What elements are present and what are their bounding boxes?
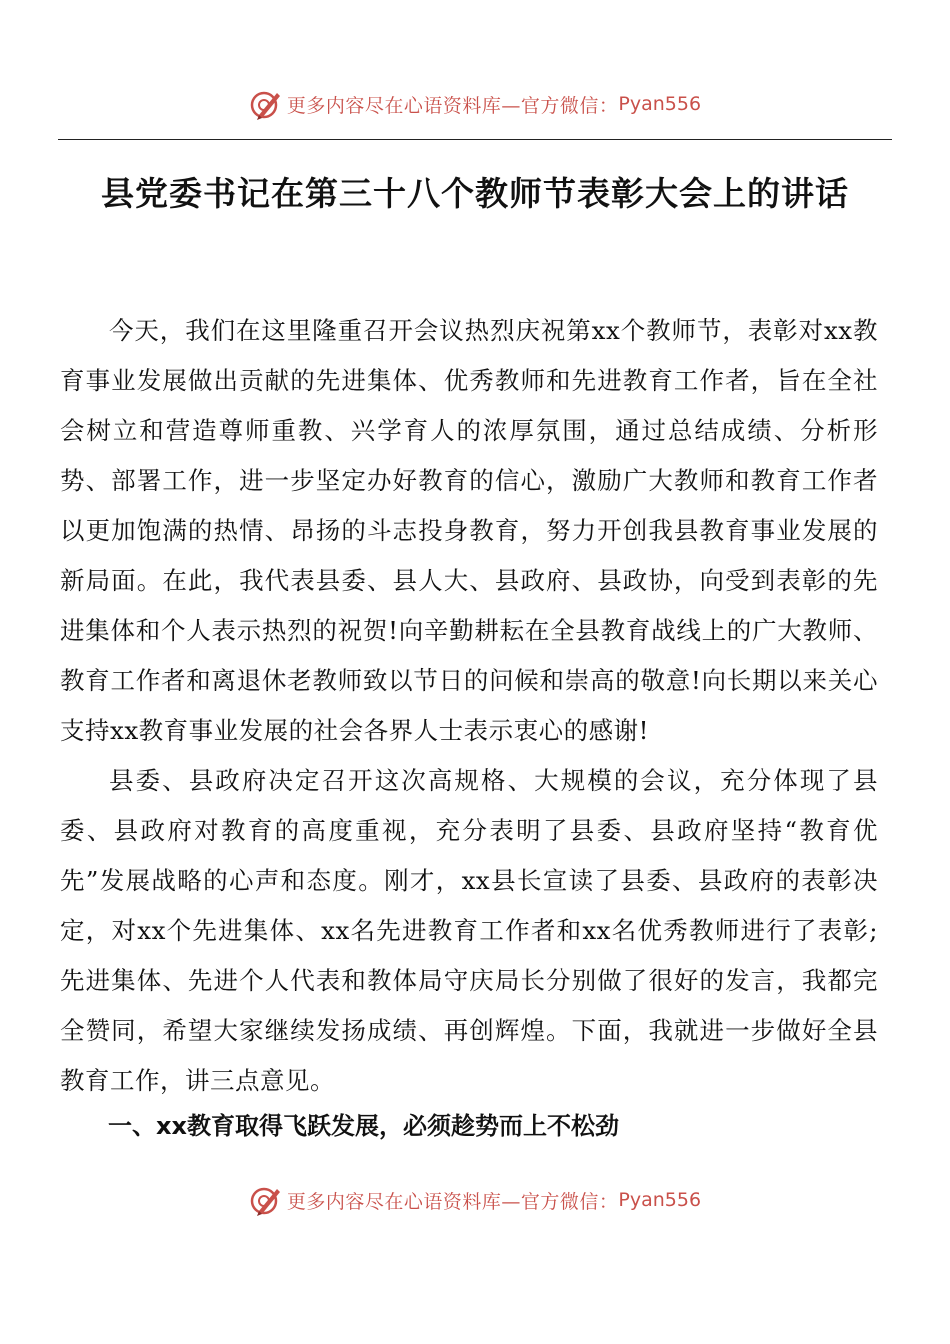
watermark-wechat-id: Pyan556 [618, 1189, 702, 1211]
watermark-text: 更多内容尽在心语资料库—官方微信： [286, 94, 619, 117]
document-body [60, 306, 878, 1106]
watermark-text: 更多内容尽在心语资料库—官方微信： [286, 1190, 619, 1213]
watermark-banner-bottom [0, 1180, 950, 1220]
document-title: 县党委书记在第三十八个教师节表彰大会上的讲话 [101, 174, 849, 213]
header-divider [58, 139, 892, 140]
pen-circle-logo-icon [249, 87, 283, 121]
section-heading: 一、xx教育取得飞跃发展，必须趁势而上不松劲 [108, 1112, 619, 1140]
pen-circle-logo-icon [249, 1183, 283, 1217]
watermark-wechat-id: Pyan556 [618, 93, 702, 115]
watermark-banner-top [0, 84, 950, 124]
body-paragraph-2: 县委、县政府决定召开这次高规格、大规模的会议，充分体现了县委、县政府对教育的高度重视，充分表明了县委、县政府坚持“教育优先”发展战略的心声和态度。刚才，xx县长宣读了县委、县政府的表彰决定，对xx个先进集体、xx名先进教育工作者和xx名优秀教师进行了表彰;先进集体、先进个人代表和教体局守庆局长分别做了很好的发言，我都完全赞同，希望大家继续发扬成绩、再创辉煌。下面，我就进一步做好全县教育工作，讲三点意见。 [60, 766, 878, 1095]
body-paragraph-1: 今天，我们在这里隆重召开会议热烈庆祝第xx个教师节，表彰对xx教育事业发展做出贡献的先进集体、优秀教师和先进教育工作者，旨在全社会树立和营造尊师重教、兴学育人的浓厚氛围，通过总结成绩、分析形势、部署工作，进一步坚定办好教育的信心，激励广大教师和教育工作者以更加饱满的热情、昂扬的斗志投身教育，努力开创我县教育事业发展的新局面。在此，我代表县委、县人大、县政府、县政协，向受到表彰的先进集体和个人表示热烈的祝贺!向辛勤耕耘在全县教育战线上的广大教师、教育工作者和离退休老教师致以节日的问候和崇高的敬意!向长期以来关心支持xx教育事业发展的社会各界人士表示衷心的感谢! [60, 316, 878, 745]
